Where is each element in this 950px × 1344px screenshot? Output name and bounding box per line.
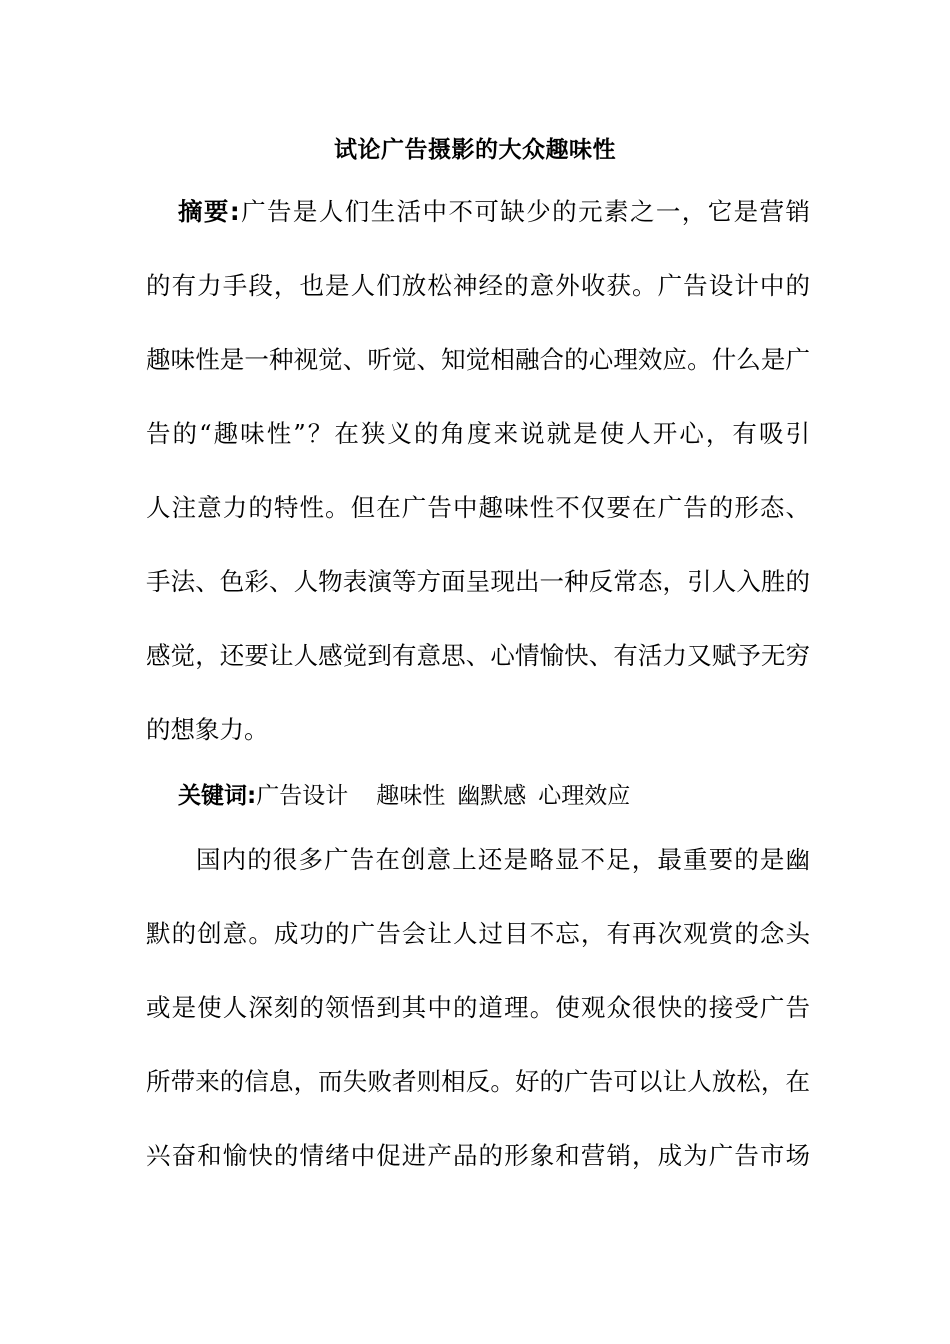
keywords-label: 关键词:	[178, 783, 257, 809]
abstract-line-5: 人注意力的特性。但在广告中趣味性不仅要在广告的形态、	[146, 493, 810, 522]
body-line-4: 所带来的信息，而失败者则相反。好的广告可以让人放松，在	[146, 1067, 810, 1096]
keyword-2: 趣味性	[376, 783, 446, 809]
body-line-1: 国内的很多广告在创意上还是略显不足，最重要的是幽	[196, 845, 810, 874]
abstract-line-3: 趣味性是一种视觉、听觉、知觉相融合的心理效应。什么是广	[146, 345, 810, 374]
abstract-line-2: 的有力手段，也是人们放松神经的意外收获。广告设计中的	[146, 271, 810, 300]
keyword-4: 心理效应	[538, 783, 631, 809]
body-line-3: 或是使人深刻的领悟到其中的道理。使观众很快的接受广告	[146, 993, 810, 1022]
abstract-line-7: 感觉，还要让人感觉到有意思、心情愉快、有活力又赋予无穷	[146, 641, 810, 670]
abstract-label: 摘要:	[178, 197, 240, 226]
abstract-line-4: 告的“趣味性”？在狭义的角度来说就是使人开心，有吸引	[146, 419, 810, 448]
abstract-line-8: 的想象力。	[146, 715, 269, 744]
abstract-text: 广告是人们生活中不可缺少的元素之一，它是营销	[239, 197, 810, 226]
body-line-2: 默的创意。成功的广告会让人过目不忘，有再次观赏的念头	[146, 919, 810, 948]
keyword-1: 广告设计	[256, 783, 349, 809]
body-line-5: 兴奋和愉快的情绪中促进产品的形象和营销，成为广告市场	[146, 1141, 810, 1170]
keyword-3: 幽默感	[457, 783, 527, 809]
keywords-line	[178, 778, 630, 814]
document-title: 试论广告摄影的大众趣味性	[334, 137, 616, 163]
abstract-line-1	[178, 194, 810, 230]
abstract-line-6: 手法、色彩、人物表演等方面呈现出一种反常态，引人入胜的	[146, 567, 810, 596]
